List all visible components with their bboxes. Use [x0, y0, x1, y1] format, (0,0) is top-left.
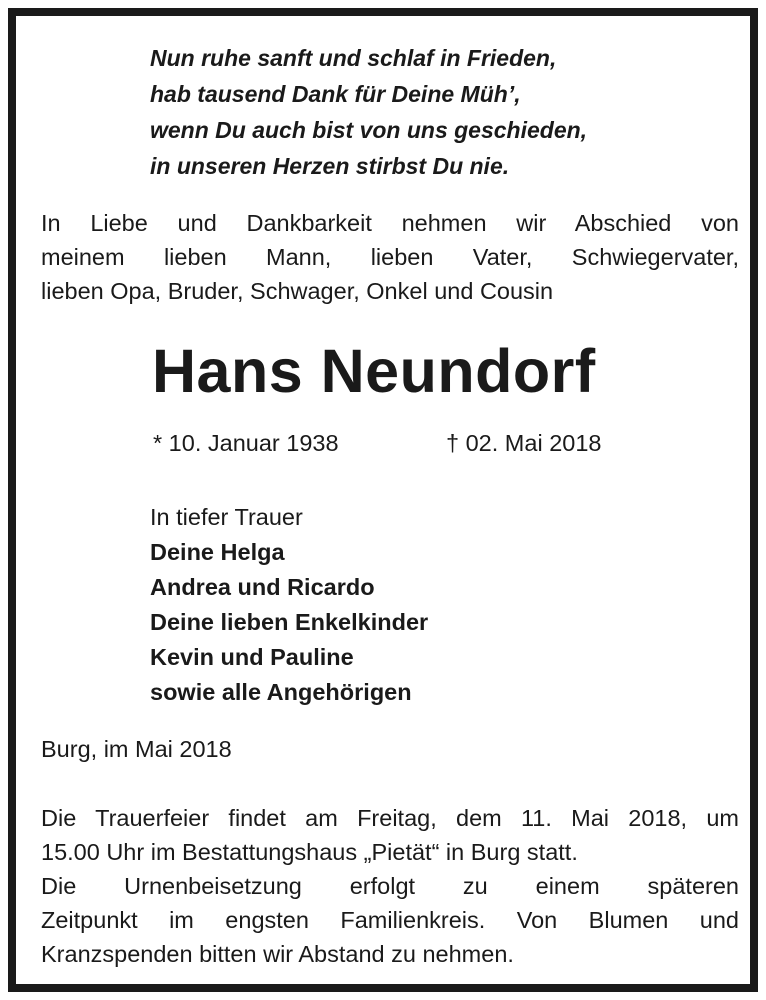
death-date: † 02. Mai 2018 — [446, 430, 602, 456]
poem-line: hab tausend Dank für Deine Müh’, — [150, 81, 521, 107]
farewell-line: meinem lieben Mann, lieben Vater, Schwiegervater, — [41, 244, 739, 270]
mourner-name: Deine lieben Enkelkinder — [150, 609, 429, 635]
farewell-line: In Liebe und Dankbarkeit nehmen wir Abschied von — [41, 210, 739, 236]
notice-line: Zeitpunkt im engsten Familienkreis. Von Blumen und — [41, 907, 739, 933]
notice-line: Die Urnenbeisetzung erfolgt zu einem späteren — [41, 873, 739, 899]
mourner-name: Kevin und Pauline — [150, 644, 354, 670]
funeral-notice — [41, 801, 739, 971]
notice-line: 15.00 Uhr im Bestattungshaus „Pietät“ in Burg statt. — [41, 839, 578, 865]
poem-line: wenn Du auch bist von uns geschieden, — [150, 117, 588, 143]
deceased-name: Hans Neundorf — [152, 337, 596, 405]
mourner-name: Deine Helga — [150, 539, 285, 565]
mourner-name: Andrea und Ricardo — [150, 574, 375, 600]
mourners-list — [150, 500, 428, 710]
poem-line: Nun ruhe sanft und schlaf in Frieden, — [150, 45, 557, 71]
life-dates — [153, 430, 602, 457]
place-date: Burg, im Mai 2018 — [41, 736, 232, 762]
memorial-poem — [150, 40, 587, 184]
farewell-text — [41, 206, 739, 308]
birth-date: * 10. Januar 1938 — [153, 430, 339, 456]
mourners-heading: In tiefer Trauer — [150, 504, 303, 530]
poem-line: in unseren Herzen stirbst Du nie. — [150, 153, 510, 179]
mourner-name: sowie alle Angehörigen — [150, 679, 412, 705]
notice-line: Kranzspenden bitten wir Abstand zu nehmen. — [41, 941, 514, 967]
farewell-line: lieben Opa, Bruder, Schwager, Onkel und Cousin — [41, 278, 554, 304]
obituary-frame — [8, 8, 758, 992]
notice-line: Die Trauerfeier findet am Freitag, dem 11. Mai 2018, um — [41, 805, 739, 831]
